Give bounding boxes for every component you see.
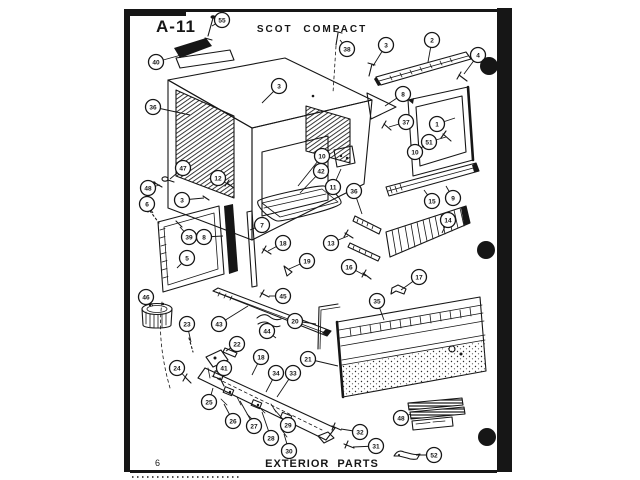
callout-23 <box>180 317 195 343</box>
svg-text:31: 31 <box>372 443 380 451</box>
registration-dot <box>477 241 495 259</box>
page-border <box>124 8 512 477</box>
callout-9 <box>446 186 461 206</box>
svg-text:47: 47 <box>179 165 187 173</box>
callout-18 <box>252 350 269 376</box>
callout-5 <box>177 251 195 269</box>
svg-text:34: 34 <box>272 370 280 378</box>
callout-8 <box>385 87 411 107</box>
callout-15 <box>424 190 440 209</box>
callout-37 <box>389 115 414 130</box>
callout-36 <box>347 184 363 215</box>
svg-text:16: 16 <box>345 264 353 272</box>
svg-text:39: 39 <box>185 234 193 242</box>
nameplate-part <box>408 398 465 430</box>
svg-text:15: 15 <box>428 198 436 206</box>
svg-text:35: 35 <box>373 298 381 306</box>
svg-text:51: 51 <box>425 139 433 147</box>
svg-text:46: 46 <box>142 294 150 302</box>
callout-48 <box>394 411 412 426</box>
callout-38 <box>340 40 355 57</box>
frame-part <box>408 87 473 176</box>
svg-text:10: 10 <box>318 153 326 161</box>
svg-text:21: 21 <box>304 356 312 364</box>
svg-text:25: 25 <box>205 399 213 407</box>
svg-text:3: 3 <box>277 83 281 91</box>
svg-text:18: 18 <box>257 354 265 362</box>
svg-text:52: 52 <box>430 452 438 460</box>
svg-text:18: 18 <box>279 240 287 248</box>
callout-31 <box>353 439 384 454</box>
screw-4 <box>457 72 467 81</box>
svg-text:6: 6 <box>145 201 149 209</box>
svg-text:12: 12 <box>214 175 222 183</box>
svg-text:42: 42 <box>317 168 325 176</box>
callout-2 <box>425 33 440 63</box>
svg-text:2: 2 <box>430 37 434 45</box>
svg-text:36: 36 <box>350 188 358 196</box>
callout-45 <box>269 289 291 304</box>
svg-text:11: 11 <box>329 184 337 192</box>
callout-layer <box>139 13 486 463</box>
page-title: SCOT COMPACT <box>256 24 368 35</box>
callout-32 <box>341 425 368 440</box>
svg-text:26: 26 <box>229 418 237 426</box>
svg-text:23: 23 <box>183 321 191 329</box>
registration-dot-layer <box>477 57 498 446</box>
svg-text:30: 30 <box>285 448 293 456</box>
screw-51 <box>441 131 451 141</box>
svg-text:5: 5 <box>185 255 189 263</box>
callout-1 <box>430 117 456 132</box>
svg-text:24: 24 <box>173 365 181 373</box>
cap-part <box>142 303 172 328</box>
svg-text:22: 22 <box>233 341 241 349</box>
trim-strip-part <box>224 204 257 287</box>
callout-24 <box>170 361 188 380</box>
svg-text:28: 28 <box>267 435 275 443</box>
callout-39 <box>180 227 197 245</box>
registration-dot <box>480 57 498 75</box>
callout-46 <box>139 290 154 307</box>
svg-text:14: 14 <box>444 217 452 225</box>
callout-17 <box>401 270 427 291</box>
screw-37 <box>382 121 391 130</box>
footer-title: EXTERIOR PARTS <box>265 458 379 470</box>
callout-22 <box>226 337 245 352</box>
callout-19 <box>289 254 315 270</box>
screw-45 <box>260 290 269 297</box>
svg-text:43: 43 <box>215 321 223 329</box>
top-rail-part <box>374 52 471 86</box>
callout-34 <box>266 366 284 393</box>
svg-text:19: 19 <box>303 258 311 266</box>
svg-text:20: 20 <box>291 318 299 326</box>
screw-31 <box>344 441 354 448</box>
svg-text:7: 7 <box>260 222 264 230</box>
grille-part <box>386 206 470 257</box>
callout-43 <box>212 306 249 332</box>
svg-text:27: 27 <box>250 423 258 431</box>
callout-3 <box>175 193 205 208</box>
callout-29 <box>274 409 296 433</box>
callout-25 <box>202 388 217 410</box>
side-panel-part <box>158 206 224 292</box>
callout-52 <box>416 448 442 463</box>
front-panel-part <box>337 297 486 397</box>
svg-text:41: 41 <box>220 365 228 373</box>
page-number: 6 <box>155 458 161 468</box>
callout-28 <box>262 412 279 446</box>
svg-text:36: 36 <box>149 104 157 112</box>
svg-text:1: 1 <box>435 121 439 129</box>
svg-text:3: 3 <box>384 42 388 50</box>
svg-text:38: 38 <box>343 46 351 54</box>
svg-text:40: 40 <box>152 59 160 67</box>
bracket-17-part <box>391 285 406 294</box>
bracket-part <box>174 38 234 68</box>
bottom-rail-part <box>386 163 479 196</box>
svg-text:9: 9 <box>451 195 455 203</box>
svg-text:45: 45 <box>279 293 287 301</box>
callout-21 <box>301 352 339 367</box>
svg-text:13: 13 <box>327 240 335 248</box>
svg-text:10: 10 <box>411 149 419 157</box>
page-code: A-11 <box>156 17 196 36</box>
svg-text:17: 17 <box>415 274 423 282</box>
louver-panel-left <box>176 90 234 198</box>
callout-6 <box>140 197 155 214</box>
svg-text:37: 37 <box>402 119 410 127</box>
svg-text:8: 8 <box>202 234 206 242</box>
svg-text:33: 33 <box>289 370 297 378</box>
svg-text:29: 29 <box>284 422 292 430</box>
svg-text:8: 8 <box>401 91 405 99</box>
svg-text:3: 3 <box>180 197 184 205</box>
callout-8 <box>197 230 224 245</box>
svg-text:4: 4 <box>476 52 480 60</box>
callout-16 <box>342 260 367 277</box>
svg-text:48: 48 <box>144 185 152 193</box>
callout-3 <box>373 38 394 67</box>
callout-18 <box>268 236 291 252</box>
svg-text:48: 48 <box>397 415 405 423</box>
registration-dot <box>478 428 496 446</box>
callout-10 <box>408 145 425 160</box>
svg-text:55: 55 <box>218 17 226 25</box>
callout-13 <box>324 236 349 251</box>
callout-3 <box>262 79 287 104</box>
clip-19-part <box>284 266 292 276</box>
screw-32 <box>332 423 341 430</box>
callout-30 <box>282 434 297 459</box>
callout-26 <box>224 404 241 429</box>
svg-text:44: 44 <box>263 328 271 336</box>
callout-55 <box>212 13 230 28</box>
callout-48 <box>141 181 161 196</box>
svg-text:32: 32 <box>356 429 364 437</box>
